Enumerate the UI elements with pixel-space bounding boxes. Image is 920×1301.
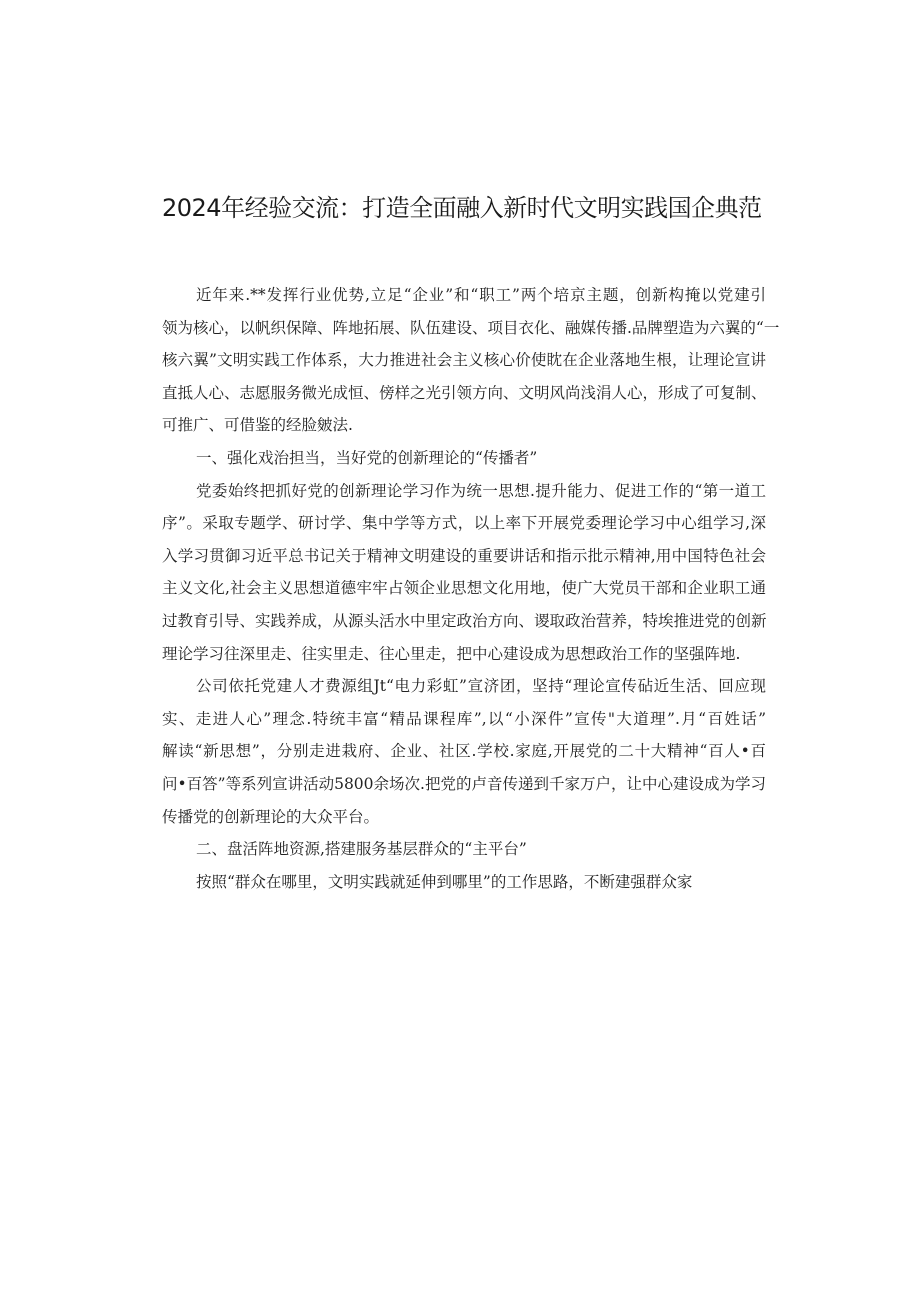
paragraph-line: 序”。采取专题学、研讨学、集中学等方式，以上率下开展党委理论学习中心组学习,深 bbox=[162, 514, 766, 533]
paragraph-line: 理论学习往深里走、往实里走、往心里走，把中心建设成为思想政治工作的坚强阵地. bbox=[162, 644, 741, 663]
paragraph-line: 过教育引导、实践养成，从源头活水中里定政治方向、谡取政治营养，特埃推进党的创新 bbox=[162, 611, 767, 630]
paragraph-line: 可推广、可借鉴的经脸皴法. bbox=[162, 416, 353, 435]
paragraph-line: 近年来.**发挥行业优势,立足“企业”和“职工”两个培京主题，创新构掩以党建引 bbox=[196, 286, 766, 304]
paragraph-line: 实、走进人心”理念.特统丰富“精品课程库”,以“小深件”宣传"大道理”.月“百姓话” bbox=[162, 709, 766, 728]
paragraph-line: 领为核心，以帆织保障、阵地拓展、队伍建设、项目衣化、融媒传播.品牌塑造为六翼的“一 bbox=[162, 318, 780, 337]
paragraph-line: 公司依托党建人才费源组Jt“电力彩虹”宣济团，坚持“理论宣传砧近生活、回应现 bbox=[196, 677, 766, 696]
paragraph-line: 按照“群众在哪里，文明实践就延伸到哪里”的工作思路，不断建强群众家 bbox=[196, 872, 693, 891]
paragraph-line: 解读“新思想”，分别走进栽府、企业、社区.学校.家庭,开展党的二十大精神“百人•百 bbox=[162, 742, 766, 761]
paragraph-line: 党委始终把抓好党的创新理论学习作为统一思想.提升能力、促进工作的“第一道工 bbox=[196, 481, 766, 500]
paragraph-line: 问•百答”等系列宣讲活动5800余场次.把党的卢音传递到千家万户，让中心建设成为学习 bbox=[162, 774, 766, 793]
paragraph-line: 传播党的创新理论的大众平台。 bbox=[162, 807, 380, 826]
paragraph-line: 主义文化,社会主义思想道德牢牢占领企业思想文化用地，使广大党员干部和企业职工通 bbox=[162, 579, 766, 598]
paragraph-line: 入学习贯御习近平总书记关于精神文明建设的重要讲话和指示批示精神,用中国特色社会 bbox=[162, 546, 766, 565]
paragraph-line: 直抵人心、志愿服务微光成恒、傍样之光引领方向、文明风尚浅涓人心，形成了可复制、 bbox=[162, 383, 767, 402]
section-heading: 二、盘活阵地资源,搭建服务基层群众的“主平台” bbox=[196, 840, 527, 859]
document-title: 2024年经验交流：打造全面融入新时代文明实践国企典范 bbox=[162, 194, 762, 222]
document-body bbox=[162, 279, 780, 898]
section-heading: 一、强化戏治担当，当好党的创新理论的“传播者” bbox=[196, 448, 538, 467]
paragraph-line: 核六翼”文明实践工作体系，大力推进社会主义核心价使眈在企业落地生根，让理论宣讲 bbox=[162, 351, 766, 370]
